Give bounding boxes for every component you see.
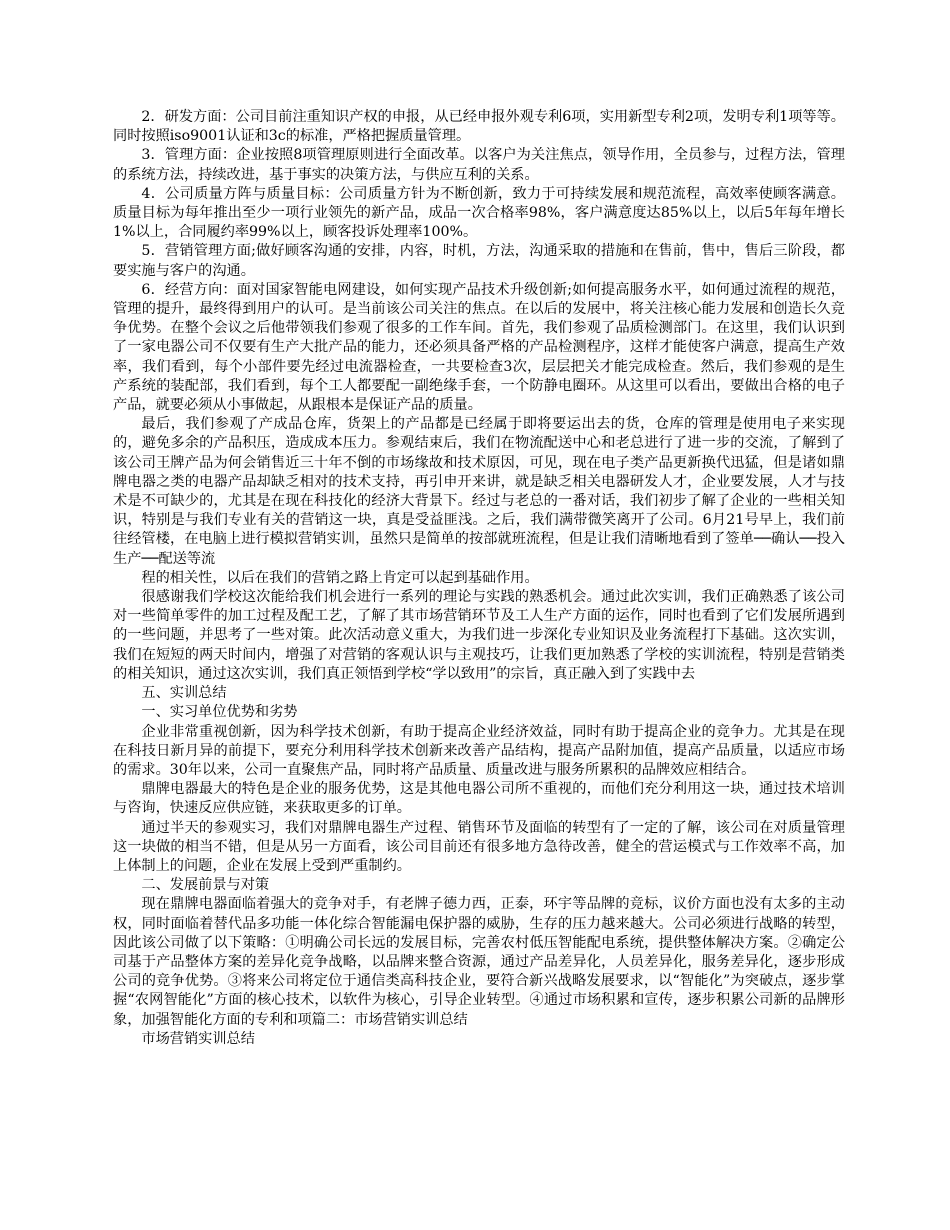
paragraph-thanks: 很感谢我们学校这次能给我们机会进行一系列的理论与实践的熟悉机会。通过此次实训，我们正确熟悉了该公司对一些简单零件的加工过程及配工艺，了解了其市场营销环节及工人生产方面的运作，同时也看到了它们发展所遇到的一些问题，并思考了一些对策。此次活动意义重大，为我们进一步深化专业知识及业务流程打下基础。这次实训，我们在短短的两天时间内，增强了对营销的客观认识与主观技巧，让我们更加熟悉了学校的实训流程，特别是营销类的相关知识，通过这次实训，我们真正领悟到学校“学以致用”的宗旨，真正融入到了实践中去 (113, 589, 845, 682)
paragraph-quality-goals: 4．公司质量方阵与质量目标：公司质量方针为不断创新，致力于可持续发展和规范流程，高效率使顾客满意。质量目标为每年推出至少一项行业领先的新产品，成品一次合格率98%，客户满意度达85%以上，以后5年每年增长1%以上，合同履约率99%以上，顾客投诉处理率100%。 (113, 185, 845, 241)
paragraph-visit-conclusion: 通过半天的参观实习，我们对鼎牌电器生产过程、销售环节及面临的转型有了一定的了解，该公司在对质量管理这一块做的相当不错，但是从另一方面看，该公司目前还有很多地方急待改善，健全的营运模式与工作效率不高，加上体制上的问题，企业在发展上受到严重制约。 (113, 819, 845, 874)
document-body (113, 108, 845, 1049)
subheading-prospects: 二、发展前景与对策 (141, 877, 270, 894)
paragraph-management: 3．管理方面：企业按照8项管理原则进行全面改革。以客户为关注焦点，领导作用，全员参与，过程方法，管理的系统方法，持续改进，基于事实的决策方法，与供应互利的关系。 (113, 147, 845, 183)
section-heading-marketing-summary: 市场营销实训总结 (141, 1030, 255, 1047)
paragraph-business-direction: 6．经营方向：面对国家智能电网建设，如何实现产品技术升级创新;如何提高服务水平，如何通过流程的规范，管理的提升，最终得到用户的认可。是当前该公司关注的焦点。在以后的发展中，将关注核心能力发展和创造长久竞争优势。在整个会议之后他带领我们参观了很多的工作车间。首先，我们参观了品质检测部门。在这里，我们认识到了一家电器公司不仅要有生产大批产品的能力，还必须具备严格的产品检测程序，这样才能使客户满意，提高生产效率，我们看到，每个小部件要先经过电流器检查，一共要检查3次，层层把关才能完成检查。然后，我们参观的是生产系统的装配部，我们看到，每个工人都要配一副绝缘手套，一个防静电圈环。从这里可以看出，要做出合格的电子产品，就要必须从小事做起，从跟根本是保证产品的质量。 (113, 281, 845, 414)
paragraph-innovation: 企业非常重视创新，因为科学技术创新，有助于提高企业经济效益，同时有助于提高企业的竞争力。尤其是在现在科技日新月异的前提下，要充分利用科学技术创新来改善产品结构，提高产品附加值，提高产品质量，以适应市场的需求。30年以来，公司一直聚焦产品，同时将产品质量、质量改进与服务所累积的品牌效应相结合。 (113, 723, 845, 778)
paragraph-warehouse-visit: 最后，我们参观了产成品仓库，货架上的产品都是已经属于即将要运出去的货，仓库的管理是使用电子来实现的，避免多余的产品积压，造成成本压力。参观结束后，我们在物流配送中心和老总进行了进一步的交流，了解到了该公司王牌产品为何会销售近三十年不倒的市场缘故和技术原因，可见，现在电子类产品更新换代迅猛，但是诸如鼎牌电器之类的电器产品却缺乏相对的技术支持，再引申开来讲，就是缺乏相关电器研发人才，企业要发展，人才与技术是不可缺少的，尤其是在现在科技化的经济大背景下。经过与老总的一番对话，我们初步了解了企业的一些相关知识，特别是与我们专业有关的营销这一块，真是受益匪浅。之后，我们满带微笑离开了公司。6月21号早上，我们前往经管楼，在电脑上进行模拟营销实训，虽然只是简单的按部就班流程，但是让我们清晰地看到了签单──确认──投入生产──配送等流 (113, 416, 845, 567)
paragraph-rd: 2．研发方面：公司目前注重知识产权的申报，从已经申报外观专利6项，实用新型专利2项，发明专利1项等等。同时按照iso9001认证和3c的标准，严格把握质量管理。 (113, 109, 845, 145)
paragraph-service-advantage: 鼎牌电器最大的特色是企业的服务优势，这是其他电器公司所不重视的，而他们充分利用这一块，通过技术培训与咨询，快速反应供应链，来获取更多的订单。 (113, 781, 845, 817)
paragraph-marketing-management: 5．营销管理方面;做好顾客沟通的安排，内容，时机，方法，沟通采取的措施和在售前，售中，售后三阶段，都要实施与客户的沟通。 (113, 243, 845, 279)
paragraph-strategy: 现在鼎牌电器面临着强大的竞争对手，有老牌子德力西，正泰，环宇等品牌的竞标，议价方面也没有太多的主动权，同时面临着替代品多功能一体化综合智能漏电保护器的威胁，生存的压力越来越大。公司必须进行战略的转型，因此该公司做了以下策略：①明确公司长远的发展目标，完善农村低压智能配电系统，提供整体解决方案。②确定公司基于产品整体方案的差异化竞争战略，以品牌来整合资源，通过产品差异化，人员差异化，服务差异化，逐步形成公司的竞争优势。③将来公司将定位于通信类高科技企业，要符合新兴战略发展要求，以“智能化”为突破点，逐步掌握“农网智能化”方面的核心技术，以软件为核心，引导企业转型。④通过市场积累和宣传，逐步积累公司新的品牌形象，加强智能化方面的专利和项篇二：市场营销实训总结 (113, 896, 845, 1028)
section-heading-summary: 五、实训总结 (141, 685, 227, 702)
subheading-strengths-weaknesses: 一、实习单位优势和劣势 (141, 704, 298, 721)
paragraph-process-relevance: 程的相关性，以后在我们的营销之路上肯定可以起到基础作用。 (141, 569, 539, 586)
